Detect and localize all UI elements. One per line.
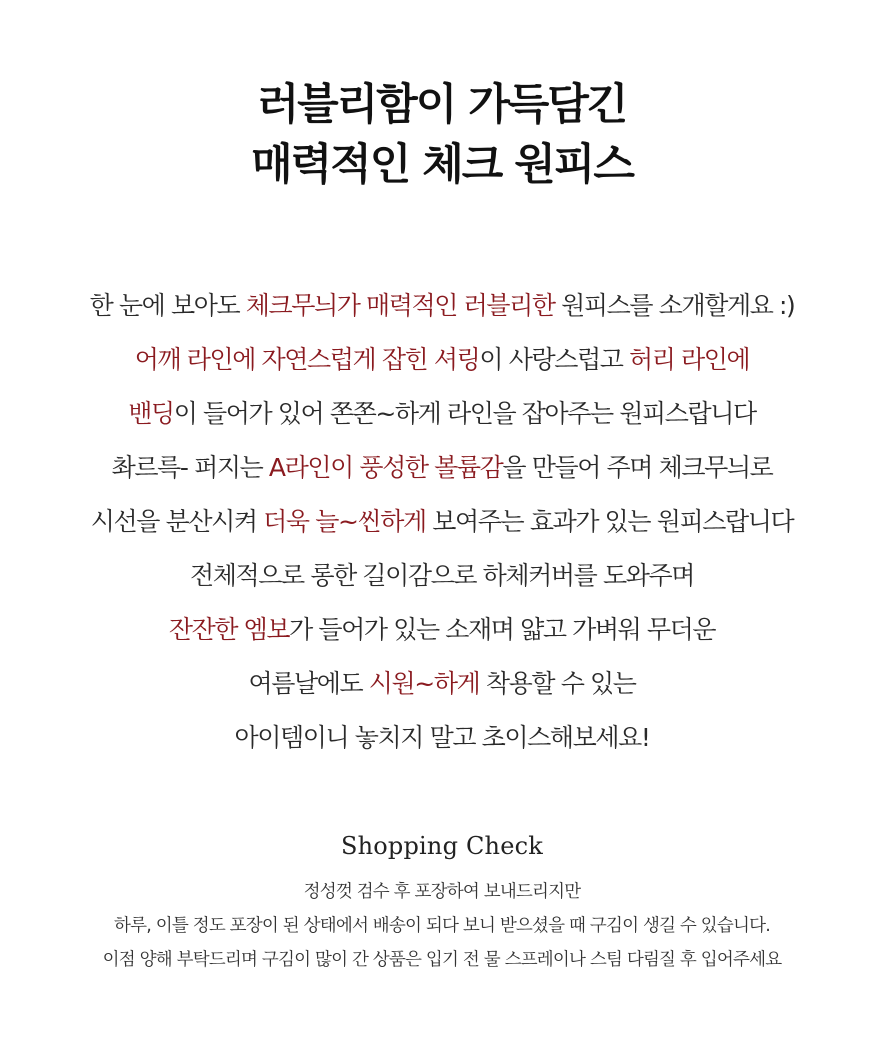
description-line (0, 387, 884, 441)
highlighted-text: 어깨 라인에 자연스럽게 잡힌 셔링 (134, 345, 480, 374)
description-line (0, 549, 884, 603)
highlighted-text: 허리 라인에 (629, 345, 750, 374)
highlighted-text: 밴딩 (128, 399, 174, 428)
body-text: 보여주는 효과가 있는 원피스랍니다 (425, 507, 794, 536)
description-line (0, 657, 884, 711)
description-line (0, 603, 884, 657)
shopping-check-note: 이점 양해 부탁드리며 구김이 많이 간 상품은 입기 전 물 스프레이나 스팀 다림질 후 입어주세요 (102, 950, 782, 970)
shopping-check-note: 정성껏 검수 후 포장하여 보내드리지만 (303, 882, 581, 902)
highlighted-text: 잔잔한 엠보 (168, 615, 290, 644)
body-text: 한 눈에 보아도 (89, 291, 246, 320)
description-line (0, 279, 884, 333)
headline-line-1: 러블리함이 가득담긴 (257, 80, 627, 130)
body-text: 아이템이니 놓치지 말고 초이스해보세요! (234, 723, 650, 752)
body-text: 착용할 수 있는 (479, 669, 636, 698)
body-text: 이 사랑스럽고 (479, 345, 629, 374)
body-text: 이 들어가 있어 쫀쫀~하게 라인을 잡아주는 원피스랍니다 (173, 399, 756, 428)
description-line (0, 495, 884, 549)
shopping-check-title: Shopping Check (340, 832, 543, 860)
body-text: 가 들어가 있는 소재며 얇고 가벼워 무더운 (289, 615, 716, 644)
description-line (0, 441, 884, 495)
product-description (0, 279, 884, 765)
body-text: 전체적으로 롱한 길이감으로 하체커버를 도와주며 (190, 561, 694, 590)
shopping-check-note: 하루, 이틀 정도 포장이 된 상태에서 배송이 되다 보니 받으셨을 때 구김이 생길 수 있습니다. (114, 916, 770, 936)
headline-line-2: 매력적인 체크 원피스 (251, 140, 633, 190)
highlighted-text: 시원~하게 (368, 669, 480, 698)
body-text: 촤르륵- 퍼지는 (111, 453, 269, 482)
body-text: 을 만들어 주며 체크무늬로 (502, 453, 773, 482)
highlighted-text: 더욱 늘~씬하게 (263, 507, 426, 536)
highlighted-text: A라인이 풍성한 볼륨감 (268, 453, 503, 482)
body-text: 여름날에도 (248, 669, 369, 698)
description-line (0, 333, 884, 387)
shopping-check-notes (0, 875, 884, 977)
body-text: 원피스를 소개할게요 :) (554, 291, 795, 320)
highlighted-text: 체크무늬가 매력적인 러블리한 (245, 291, 555, 320)
description-line (0, 711, 884, 765)
body-text: 시선을 분산시켜 (90, 507, 264, 536)
